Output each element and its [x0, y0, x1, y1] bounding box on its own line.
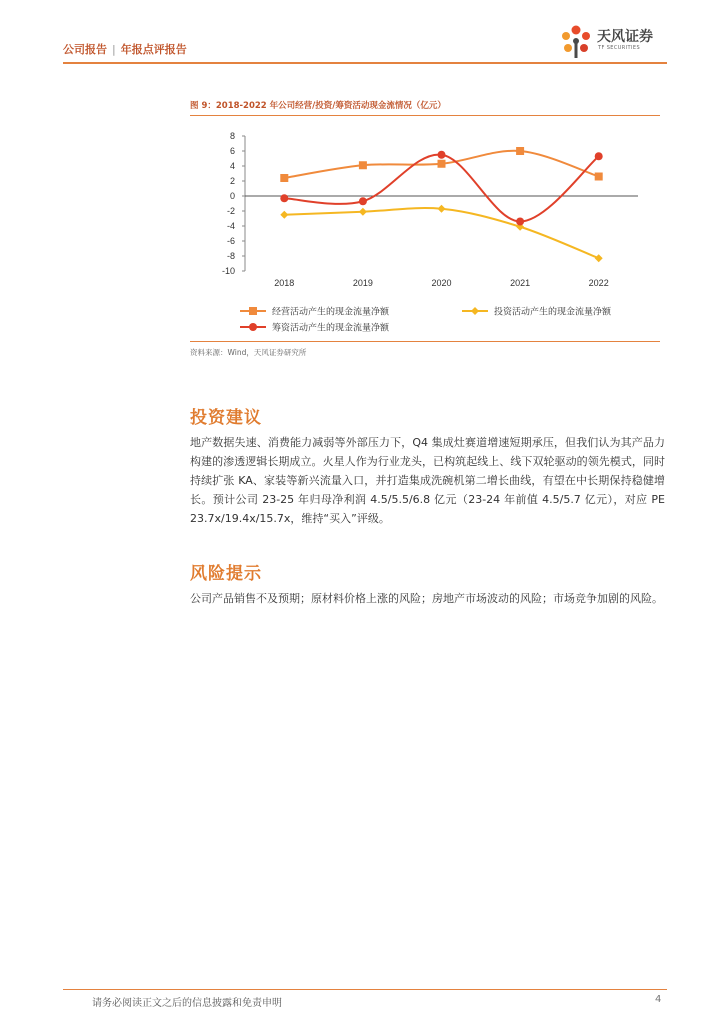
investment-advice-text: 地产数据失速、消费能力减弱等外部压力下，Q4 集成灶赛道增速短期承压，但我们认为其产品力构建的渗透逻辑长期成立。火星人作为行业龙头，已构筑起线上、线下双轮驱动的领先模式，同时持续扩张 KA、家装等新兴流量入口，并打造集成洗碗机第二增长曲线，有望在中长期保持稳健增长。预计公司 23-25 年归母净利润 4.5/5.5/6.8 亿元（23-24 年前值 4.5/5.7 亿元），对应 PE 23.7x/19.4x/15.7x，维持“买入”评级。: [190, 436, 665, 525]
operating-data-point: [359, 161, 367, 169]
investing-data-point: [595, 254, 603, 262]
x-tick-label: 2020: [431, 278, 452, 288]
figure-top-rule: [190, 115, 660, 116]
page-number: 4: [655, 994, 662, 1005]
disclaimer-text: 请务必阅读正文之后的信息披露和免责申明: [92, 998, 282, 1009]
cash-flow-line-chart: [190, 122, 660, 340]
investing-cashflow-line: [284, 208, 598, 258]
y-tick-label: 4: [229, 161, 235, 171]
y-tick-label: 6: [229, 146, 235, 156]
financing-data-point: [516, 218, 524, 226]
breadcrumb-annual-review: 年报点评报告: [120, 43, 187, 56]
x-tick-label: 2022: [588, 278, 609, 288]
y-tick-label: -4: [226, 221, 235, 231]
operating-data-point: [280, 174, 288, 182]
financing-legend-marker-icon: [249, 323, 257, 331]
financing-data-point: [359, 197, 367, 205]
operating-legend-marker-icon: [249, 307, 257, 315]
tf-securities-logo: [557, 24, 667, 60]
figure-block: [190, 93, 660, 116]
x-tick-label: 2018: [274, 278, 295, 288]
y-tick-label: 0: [229, 191, 235, 201]
figure-source: 资料来源：Wind，天风证券研究所: [190, 348, 307, 357]
financing-data-point: [438, 151, 446, 159]
risk-heading: 风险提示: [190, 564, 262, 584]
footer-divider: [63, 989, 667, 990]
financing-legend-label: 筹资活动产生的现金流量净额: [272, 323, 390, 334]
flower-logo-icon: [557, 24, 595, 60]
financing-data-point: [595, 152, 603, 160]
operating-data-point: [595, 173, 603, 181]
y-tick-label: -2: [226, 206, 235, 216]
operating-data-point: [516, 147, 524, 155]
x-tick-label: 2019: [352, 278, 373, 288]
y-tick-label: -8: [226, 251, 235, 261]
figure-bottom-rule: [190, 341, 660, 342]
investing-data-point: [280, 211, 288, 219]
header-divider: [63, 62, 667, 64]
page-header: [63, 29, 667, 64]
report-type-breadcrumb: [63, 41, 187, 57]
y-tick-label: -10: [221, 266, 235, 276]
y-tick-label: 8: [229, 131, 235, 141]
breadcrumb-separator: |: [112, 43, 116, 56]
operating-legend-label: 经营活动产生的现金流量净额: [272, 307, 390, 318]
brand-name: 天风证券: [597, 29, 653, 45]
x-tick-label: 2021: [510, 278, 531, 288]
operating-data-point: [438, 160, 446, 168]
investment-advice-heading: 投资建议: [190, 408, 262, 428]
investing-data-point: [438, 205, 446, 213]
risk-text: 公司产品销售不及预期；原材料价格上涨的风险；房地产市场波动的风险；市场竞争加剧的风险。: [190, 592, 663, 605]
breadcrumb-company-report: 公司报告: [63, 43, 107, 56]
investing-legend-marker-icon: [471, 307, 479, 315]
brand-name-en: TF SECURITIES: [598, 45, 641, 51]
investing-data-point: [359, 208, 367, 216]
y-tick-label: 2: [229, 176, 235, 186]
y-tick-label: -6: [226, 236, 235, 246]
figure-title: 图 9：2018-2022 年公司经营/投资/筹资活动现金流情况（亿元）: [190, 101, 446, 111]
financing-data-point: [280, 194, 288, 202]
investing-legend-label: 投资活动产生的现金流量净额: [494, 307, 612, 318]
